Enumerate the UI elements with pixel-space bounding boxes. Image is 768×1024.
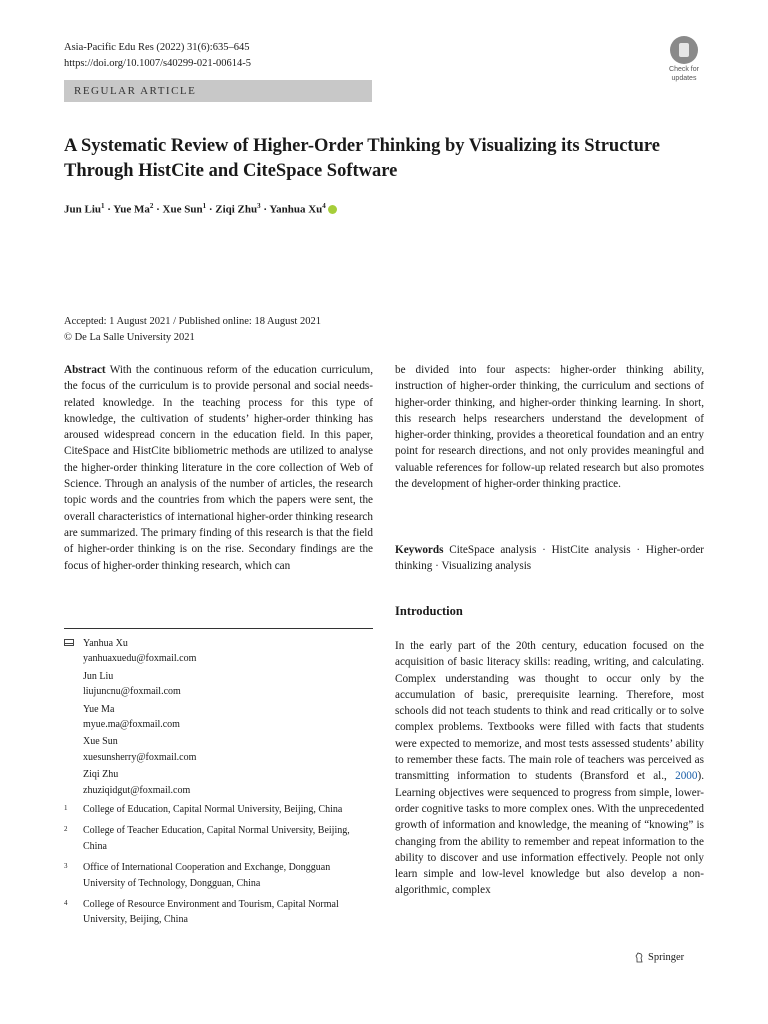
intro-text-after: ). Learning objectives were sequenced to progress from simple, lower-order cognitive tasks to more complex ones. With the unprecedented growth of information and knowledge, the meaning of “knowing” is changing from the ability to remember and repeat information to the ability to discover and use information effectively. People not only learn simple and low-level knowledge but also develop a non-algorithmic, complex [395, 770, 704, 897]
publisher-name: Springer [648, 952, 685, 963]
affiliation-entry [64, 823, 373, 854]
contact-entry [83, 734, 373, 765]
affiliation-text: College of Teacher Education, Capital Normal University, Beijing, China [83, 825, 350, 852]
publication-dates [64, 314, 321, 346]
accepted-published-line: Accepted: 1 August 2021 / Published online: 18 August 2021 [64, 316, 321, 327]
contact-name: Xue Sun [83, 736, 118, 748]
contact-name: Yanhua Xu [83, 638, 128, 649]
contact-list [64, 636, 373, 800]
affiliation-list [64, 802, 373, 934]
contact-email[interactable]: xuesunsherry@foxmail.com [83, 751, 197, 763]
author-name[interactable]: Yanhua Xu [269, 203, 323, 216]
author-name[interactable]: Xue Sun [162, 203, 203, 216]
abstract-left [64, 362, 373, 574]
affiliation-text: Office of International Cooperation and Exchange, Dongguan University of Technology, Dongguan, China [83, 862, 331, 889]
contact-entry [83, 702, 373, 733]
affiliation-text: College of Education, Capital Normal University, Beijing, China [83, 804, 343, 815]
author-affiliation-mark: 4 [322, 202, 326, 210]
affiliation-number: 4 [64, 899, 68, 908]
author-affiliation-mark: 1 [101, 202, 105, 210]
affiliation-entry [64, 802, 373, 817]
keywords-label: Keywords [395, 544, 444, 556]
contact-email[interactable]: myue.ma@foxmail.com [83, 719, 180, 731]
check-for-updates-badge[interactable] [666, 36, 702, 82]
affiliation-number: 1 [64, 804, 68, 812]
abstract-label: Abstract [64, 364, 106, 376]
journal-citation: Asia-Pacific Edu Res (2022) 31(6):635–645 [64, 42, 250, 53]
author-affiliation-mark: 1 [202, 202, 207, 210]
affiliation-text: College of Resource Environment and Tourism, Capital Normal University, Beijing, China [83, 899, 339, 926]
keywords [395, 542, 704, 575]
affiliation-entry [64, 860, 373, 891]
journal-info [64, 40, 251, 72]
publisher-brand [635, 952, 684, 963]
affiliation-number: 2 [64, 825, 68, 834]
affiliation-number: 3 [64, 862, 68, 871]
envelope-icon [64, 639, 74, 646]
contact-entry [83, 669, 373, 700]
author-list: Jun Liu$^1$ · Yue $Ma^2$ · Xue Sun$^1$ · Ziqi Zhu$^3$ · Yanhua Xu$^4$ [64, 202, 337, 216]
check-updates-icon [670, 36, 698, 64]
affiliation-entry [64, 897, 373, 928]
contact-name: Yue Ma [83, 703, 115, 715]
contact-name: Ziqi Zhu [83, 769, 119, 781]
contact-email[interactable]: yanhuaxuedu@foxmail.com [83, 653, 197, 665]
badge-label-1: Check for [669, 66, 699, 73]
author-name[interactable]: Jun Liu [64, 203, 101, 216]
author-name[interactable]: Yue Ma [113, 203, 150, 216]
article-type-banner: REGULAR ARTICLE [64, 80, 372, 102]
paper-title: A Systematic Review of Higher-Order Thinking by Visualizing its Structure Through HistCite and CiteSpace Software [64, 136, 660, 181]
orcid-icon[interactable] [328, 205, 337, 214]
footnote-divider [64, 628, 373, 629]
keywords-text: CiteSpace analysis · HistCite analysis · Higher-order thinking · Visualizing analysis [395, 544, 705, 573]
badge-label-2: updates [671, 75, 697, 82]
contact-name: Jun Liu [83, 670, 114, 682]
author-affiliation-mark: 3 [257, 202, 261, 210]
author-name[interactable]: Ziqi Zhu [215, 203, 258, 216]
abstract-right: be divided into four aspects: higher-order thinking ability, instruction of higher-order thinking, the curriculum and sections of higher-order thinking, and higher-order thinking learning. In short, this research helps researchers understand the development of higher-order thinking, provides a theoretical foundation and an entry point for research directions, and not only provides meaningful and valuable references for follow-up related research but also promotes the development of higher-order thinking practice. [395, 364, 704, 491]
contact-entry [83, 767, 373, 798]
copyright-line: © De La Salle University 2021 [64, 332, 195, 343]
springer-horse-icon [635, 952, 644, 963]
introduction-heading: Introduction [395, 604, 463, 618]
contact-email[interactable]: zhuziqidgut@foxmail.com [83, 784, 191, 796]
doi-link[interactable]: https://doi.org/10.1007/s40299-021-00614-5 [64, 58, 252, 69]
introduction-body [395, 638, 704, 899]
author-affiliation-mark: 2 [149, 202, 154, 210]
contact-entry [83, 636, 373, 667]
contact-email[interactable]: liujuncnu@foxmail.com [83, 686, 181, 698]
citation-link[interactable]: 2000 [675, 770, 698, 783]
intro-text-before: In the early part of the 20th century, education focused on the acquisition of basic literacy skills: reading, writing, and calculating. Complex understanding was thought to occur only by the accumulation of basic, prerequisite learning. Therefore, most schools did not teach students to think and read critically or to solve complex problems. Textbooks were filled with facts that students were expected to memorize, and most tests assessed students’ ability to remember these facts. The main role of teachers was perceived as transmitting information to students (Bransford et al., [395, 640, 704, 783]
abstract-text-left: With the continuous reform of the education curriculum, the focus of the curriculum is to provide personal and social needs-related knowledge. In the teaching process for this type of knowledge, the cultivation of students’ higher-order thinking has aroused widespread concern in the education field. In this paper, CiteSpace and HistCite bibliometric methods are utilized to analyse the higher-order thinking literature in the core collection of Web of Science. Through an analysis of the number of articles, the research topic words and the countries from which the papers were sent, the overall characteristics of international higher-order thinking research are summarized. The primary finding of this research is that the field of higher-order thinking is on the rise. Secondary findings are the focus of higher-order thinking research, which can [64, 364, 373, 572]
